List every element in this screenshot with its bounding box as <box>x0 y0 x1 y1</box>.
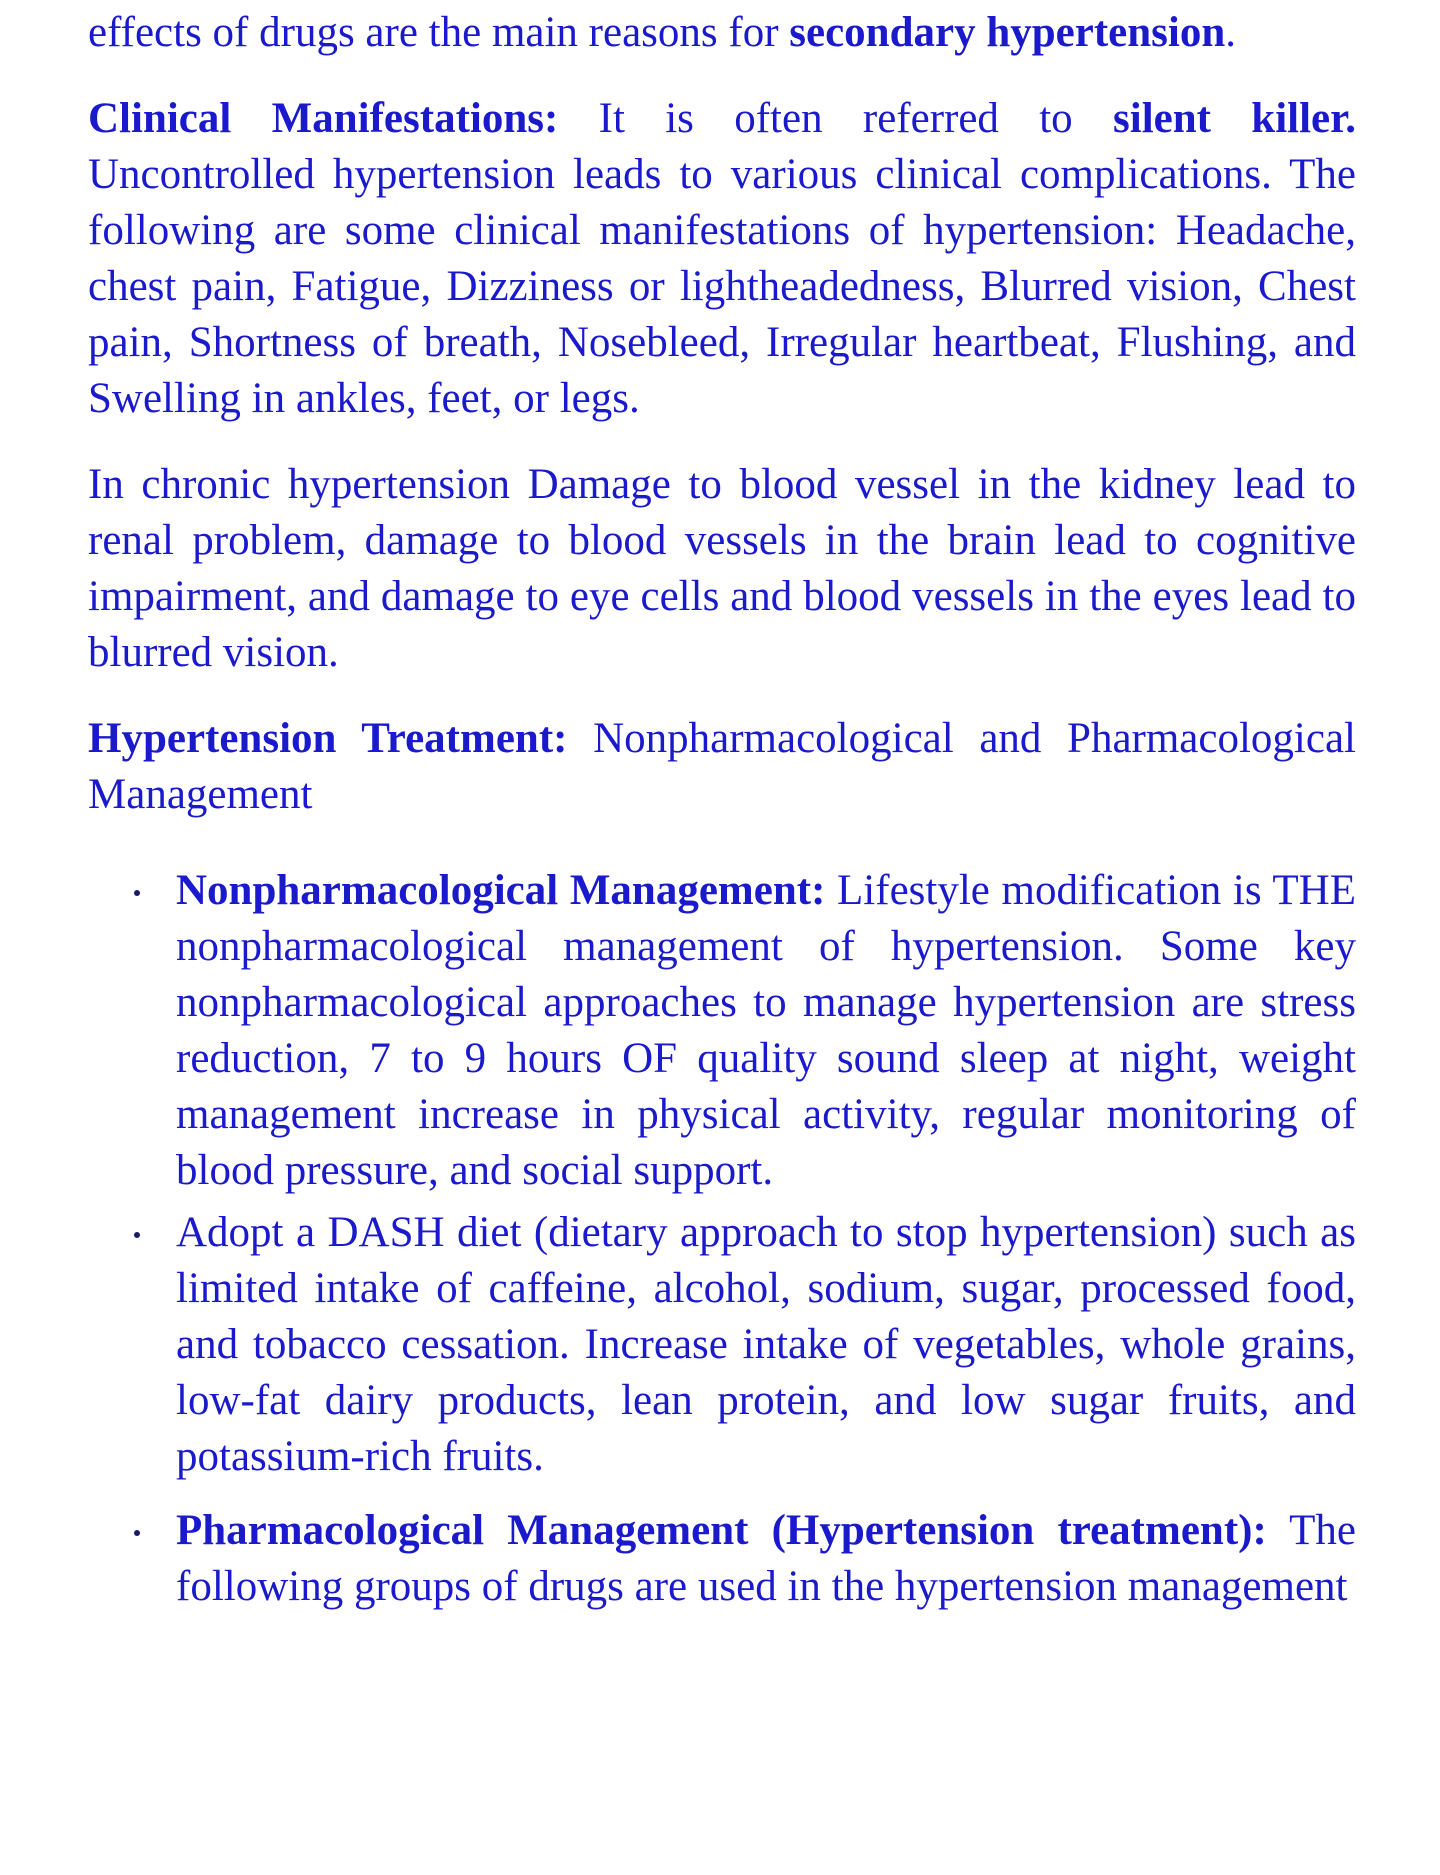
list-item-bold: Nonpharmacological Management: <box>176 867 826 914</box>
list-item-text: The following groups of drugs are used in the hypertension management <box>176 1507 1357 1610</box>
management-bullet-list <box>88 863 1356 1615</box>
silent-killer-term: silent killer. <box>1113 95 1357 142</box>
list-item-text: Lifestyle modification is THE nonpharmacological management of hypertension. Some key nonpharmacological approaches to manage hypertension are stress reduction, 7 to 9 hours OF quality sound sleep at night, weight management increase in physical activity, regular monitoring of blood pressure, and social support. <box>176 867 1357 1194</box>
clinical-manifestations-paragraph <box>88 91 1356 427</box>
list-item-dash-diet <box>88 1205 1356 1485</box>
list-item-bold: Pharmacological Management (Hypertension treatment): <box>176 1507 1267 1554</box>
chronic-hypertension-paragraph: In chronic hypertension Damage to blood vessel in the kidney lead to renal problem, damage to blood vessels in the brain lead to cognitive impairment, and damage to eye cells and blood vessels in the eyes lead to blurred vision. <box>88 461 1356 676</box>
intro-paragraph <box>88 5 1356 61</box>
bullet-dot-icon <box>134 890 140 896</box>
treatment-paragraph <box>88 711 1356 823</box>
document-page <box>88 0 1356 1615</box>
secondary-hypertension-term: secondary hypertension <box>789 9 1226 56</box>
list-item-pharmacological <box>88 1503 1356 1615</box>
clinical-manifestations-heading: Clinical Manifestations: <box>88 95 559 142</box>
treatment-heading: Hypertension Treatment: <box>88 715 568 762</box>
clinical-text-2: Uncontrolled hypertension leads to various clinical complications. The following are some clinical manifestations of hypertension: Headache, chest pain, Fatigue, Dizziness or lightheadedness, Blurred vision, Chest pain, Shortness of breath, Nosebleed, Irregular heartbeat, Flushing, and Swelling in ankles, feet, or legs. <box>88 151 1356 422</box>
bullet-dot-icon <box>134 1232 140 1238</box>
clinical-text-1: It is often referred to <box>558 95 1114 142</box>
treatment-text: Nonpharmacological and Pharmacological Management <box>88 715 1356 818</box>
bullet-dot-icon <box>134 1530 140 1536</box>
list-item-nonpharmacological <box>88 863 1356 1199</box>
intro-end: . <box>1225 9 1237 56</box>
intro-text: effects of drugs are the main reasons for <box>88 9 790 56</box>
list-item-text: Adopt a DASH diet (dietary approach to stop hypertension) such as limited intake of caffeine, alcohol, sodium, sugar, processed food, and tobacco cessation. Increase intake of vegetables, whole grains, low-fat dairy products, lean protein, and low sugar fruits, and potassium-rich fruits. <box>176 1209 1356 1480</box>
